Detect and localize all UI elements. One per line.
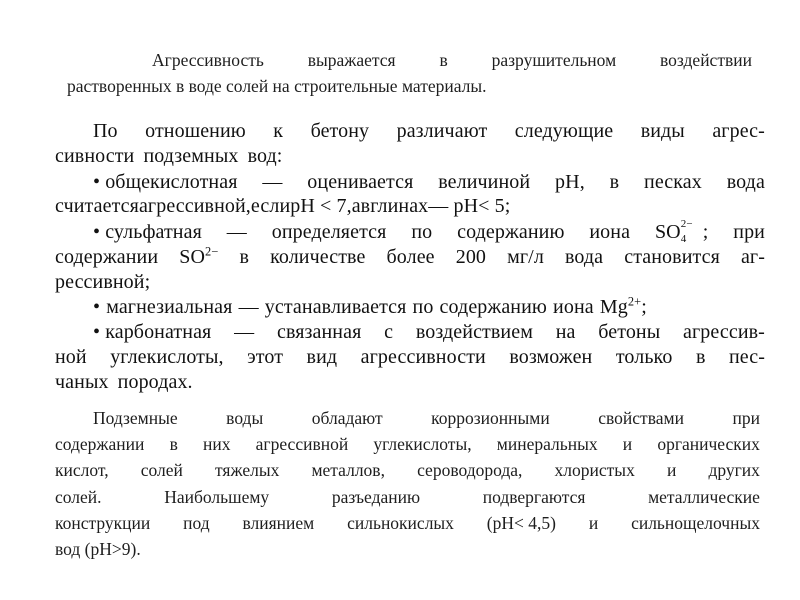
- word: сильнощелочных: [631, 513, 760, 533]
- word: в: [609, 171, 620, 193]
- word: к: [273, 120, 284, 142]
- word: минеральных: [496, 434, 598, 454]
- word: Подземные: [93, 408, 178, 428]
- p3-line-2: [55, 434, 760, 455]
- list-item-magnesium: • магнезиальная — устанавливается по содержанию иона $Mg^{2+}$;: [93, 294, 647, 318]
- list-item-carbonate: [93, 321, 765, 344]
- word: органических: [657, 434, 760, 454]
- word: металлов,: [311, 460, 385, 480]
- word: бетону: [310, 120, 370, 142]
- word: в: [439, 50, 448, 70]
- word: вид: [306, 346, 338, 368]
- word: Наибольшему: [164, 487, 270, 507]
- word: а: [351, 195, 361, 217]
- p3-line-5: [55, 513, 760, 534]
- word: величиной: [438, 171, 531, 193]
- word: ной: [55, 346, 87, 368]
- word: хлористых: [554, 460, 635, 480]
- word: пес-: [728, 346, 765, 368]
- b2-line-1: [93, 120, 765, 143]
- list-item-carbonate-cont-2: чаных породах.: [55, 371, 193, 393]
- word: возможен: [509, 346, 593, 368]
- word: кислот,: [55, 460, 109, 480]
- word: обладают: [311, 408, 383, 428]
- list-item-acid: [93, 171, 765, 194]
- p3-line-1: [93, 408, 760, 429]
- word: агрес-: [712, 120, 765, 142]
- word: углекислоты,: [373, 434, 472, 454]
- word: углекислоты,: [110, 346, 224, 368]
- list-item-carbonate-cont: [55, 346, 765, 369]
- word: солей: [140, 460, 183, 480]
- word: только: [615, 346, 673, 368]
- word: бетоны: [598, 321, 661, 343]
- word: коррозионными: [431, 408, 550, 428]
- word: агрессивной: [255, 434, 349, 454]
- word: и: [622, 434, 633, 454]
- p1-line-1: [152, 50, 752, 71]
- word: в: [695, 346, 706, 368]
- sulfate-pre-0: • сульфатная: [93, 221, 202, 243]
- list-item-sulfate-cont: содержании $SO^{2-}$ в количестве более 200 мг/л вода становится аг-: [55, 244, 765, 268]
- word: агрессивности: [360, 346, 486, 368]
- word: агрессив-: [683, 321, 765, 343]
- list-item-acid-cont: [55, 195, 511, 218]
- word: и: [666, 460, 677, 480]
- word: воды: [226, 408, 264, 428]
- word: pH,: [555, 171, 585, 193]
- word: подвергаются: [482, 487, 586, 507]
- word: с: [384, 321, 394, 343]
- word: (pH< 4,5): [486, 513, 556, 533]
- word: отношению: [145, 120, 246, 142]
- word: связанная: [276, 321, 362, 343]
- word: металлические: [648, 487, 760, 507]
- word: в: [360, 195, 371, 217]
- word: разрушительном: [491, 50, 617, 70]
- list-item-sulfate: • сульфатная — определяется по содержанию иона SO 2− 4 ; при: [93, 218, 765, 245]
- word: воздействием: [415, 321, 533, 343]
- b2-line-2: сивности подземных вод:: [55, 145, 283, 167]
- word: —: [262, 171, 283, 193]
- word: агрессивной,: [138, 195, 251, 217]
- word: разъеданию: [331, 487, 421, 507]
- word: конструкции: [55, 513, 151, 533]
- sulfate-ion-2: $SO^{2-}$: [179, 244, 219, 268]
- word: солей.: [55, 487, 102, 507]
- word: виды: [640, 120, 685, 142]
- word: воздействии: [660, 50, 752, 70]
- word: содержании: [55, 434, 145, 454]
- sulfate-ion: SO 2− 4 ;: [654, 218, 709, 245]
- word: при: [732, 408, 760, 428]
- word: выражается: [307, 50, 396, 70]
- word: под: [183, 513, 210, 533]
- word: глинах: [370, 195, 429, 217]
- word: сильнокислых: [347, 513, 454, 533]
- p3-line-4: [55, 487, 760, 508]
- word: если: [250, 195, 291, 217]
- word: на: [555, 321, 576, 343]
- word: песках: [644, 171, 702, 193]
- p3-line-6: вод (pH>9).: [55, 539, 141, 559]
- word: По: [93, 120, 118, 142]
- word: тяжелых: [215, 460, 280, 480]
- word: и: [588, 513, 599, 533]
- word: pH < 7,: [290, 195, 352, 217]
- word: свойствами: [598, 408, 684, 428]
- word: различают: [396, 120, 488, 142]
- word: вода: [726, 171, 765, 193]
- word: в: [169, 434, 178, 454]
- word: — pH< 5;: [428, 195, 511, 217]
- word: влиянием: [242, 513, 315, 533]
- p1-line-2: растворенных в воде солей на строительные материалы.: [67, 76, 487, 96]
- word: следующие: [514, 120, 614, 142]
- word: • общекислотная: [93, 171, 238, 193]
- list-item-sulfate-cont-2: рессивной;: [55, 271, 151, 293]
- word: них: [203, 434, 231, 454]
- word: • карбонатная: [93, 321, 212, 343]
- word: других: [708, 460, 760, 480]
- word: Агрессивность: [152, 50, 264, 70]
- word: сероводорода,: [417, 460, 523, 480]
- word: оценивается: [307, 171, 414, 193]
- p3-line-3: [55, 460, 760, 481]
- word: этот: [247, 346, 284, 368]
- word: —: [234, 321, 255, 343]
- word: считается: [55, 195, 139, 217]
